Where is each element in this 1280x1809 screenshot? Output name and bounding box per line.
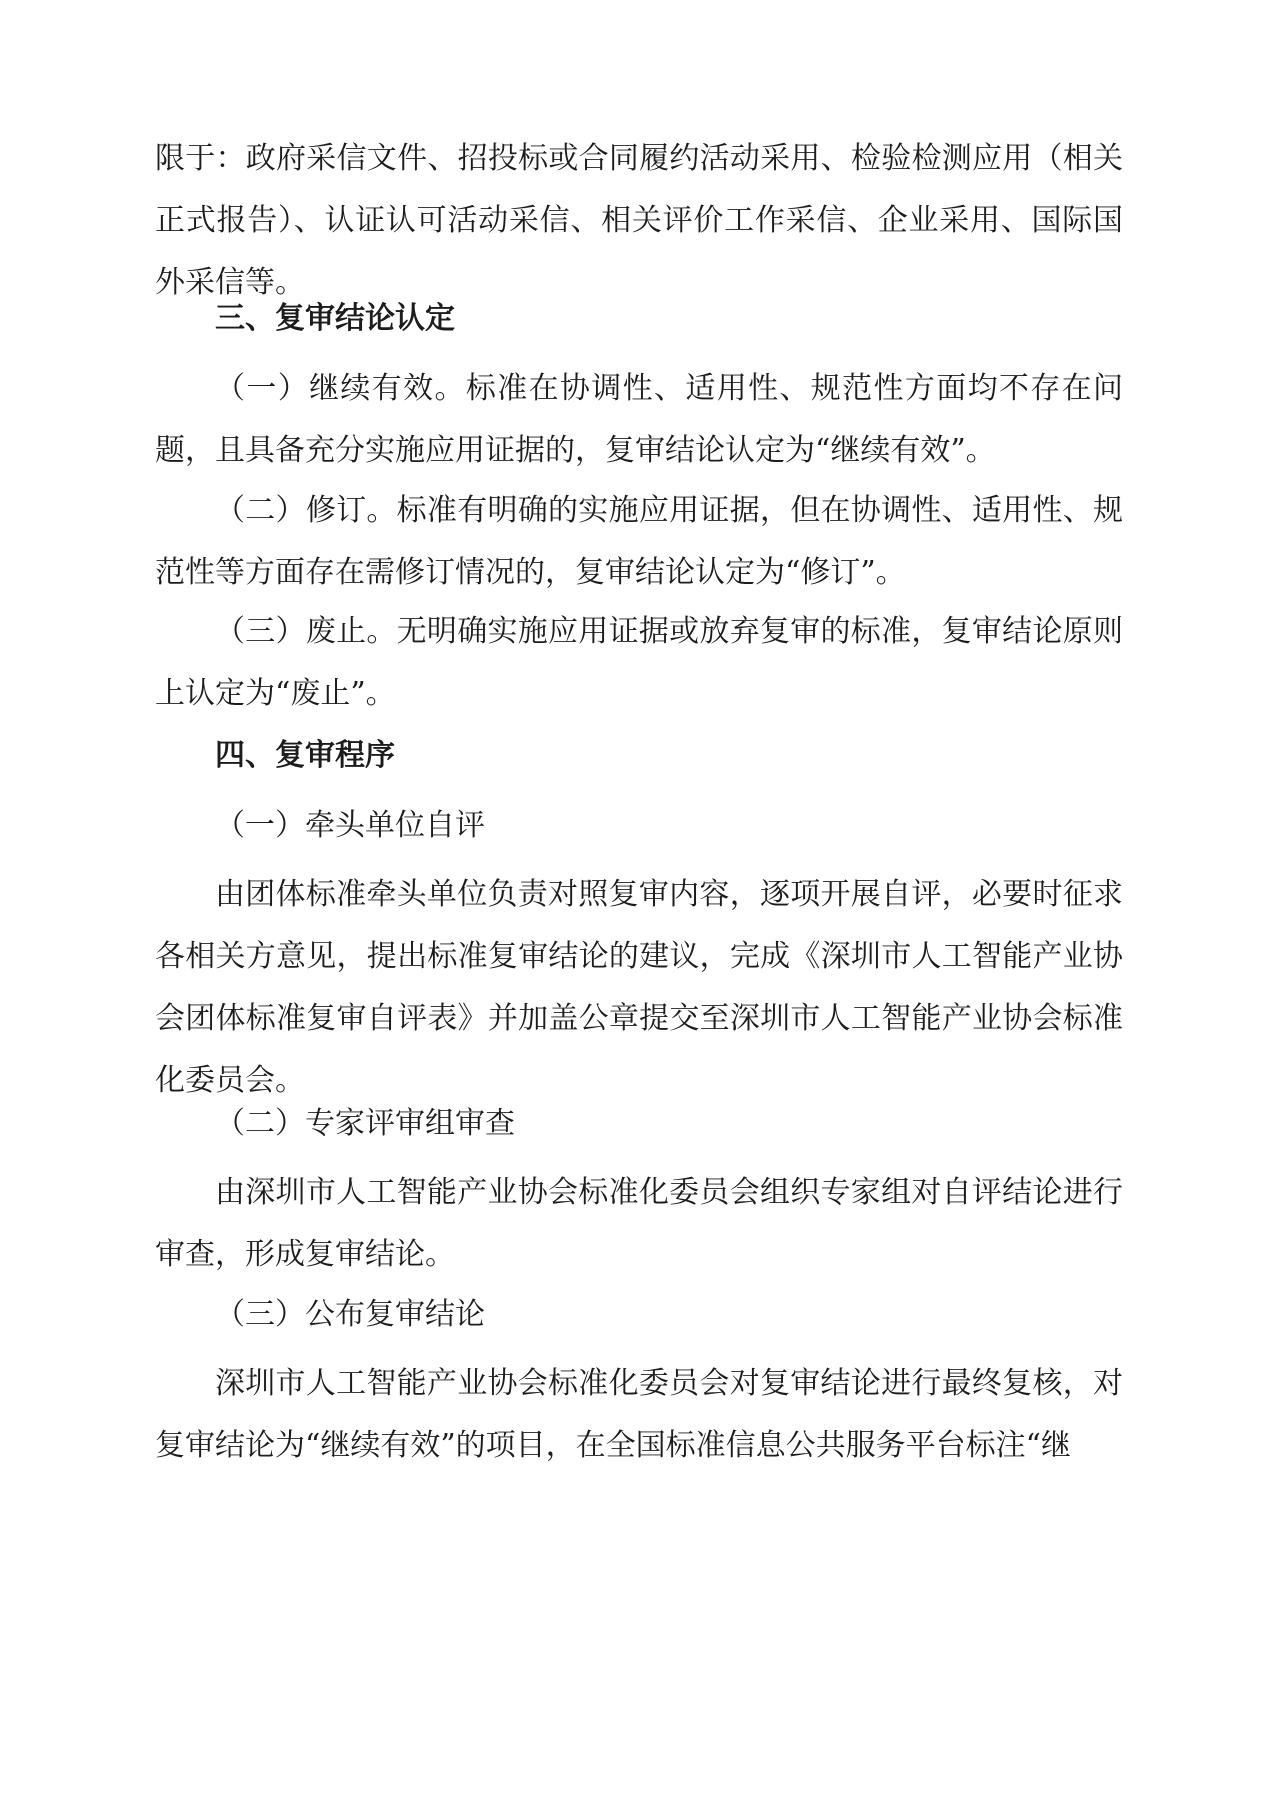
section-4-sub-2-heading: （二）专家评审组审查 xyxy=(215,1106,515,1141)
section-3-item-2: （二）修订。标准有明确的实施应用证据，但在协调性、适用性、规范性等方面存在需修订情况的，复审结论认定为“修订”。 xyxy=(155,493,1123,590)
section-4-sub-3-body: 深圳市人工智能产业协会标准化委员会对复审结论进行最终复核，对复审结论为“继续有效”的项目，在全国标准信息公共服务平台标注“继 xyxy=(155,1366,1123,1463)
section-4-sub-1-body: 由团体标准牵头单位负责对照复审内容，逐项开展自评，必要时征求各相关方意见，提出标准复审结论的建议，完成《深圳市人工智能产业协会团体标准复审自评表》并加盖公章提交至深圳市人工智能产业协会标准化委员会。 xyxy=(155,877,1123,1098)
section-3-item-1: （一）继续有效。标准在协调性、适用性、规范性方面均不存在问题，且具备充分实施应用证据的，复审结论认定为“继续有效”。 xyxy=(155,371,1123,468)
section-3-item-3: （三）废止。无明确实施应用证据或放弃复审的标准，复审结论原则上认定为“废止”。 xyxy=(155,614,1123,711)
section-4-heading: 四、复审程序 xyxy=(215,738,395,773)
section-4-sub-2-body: 由深圳市人工智能产业协会标准化委员会组织专家组对自评结论进行审查，形成复审结论。 xyxy=(155,1175,1123,1272)
section-4-sub-3-heading: （三）公布复审结论 xyxy=(215,1297,485,1332)
section-3-heading: 三、复审结论认定 xyxy=(215,301,455,336)
intro-paragraph: 限于：政府采信文件、招投标或合同履约活动采用、检验检测应用（相关正式报告）、认证认可活动采信、相关评价工作采信、企业采用、国际国外采信等。 xyxy=(155,141,1123,300)
section-4-sub-1-heading: （一）牵头单位自评 xyxy=(215,808,485,843)
